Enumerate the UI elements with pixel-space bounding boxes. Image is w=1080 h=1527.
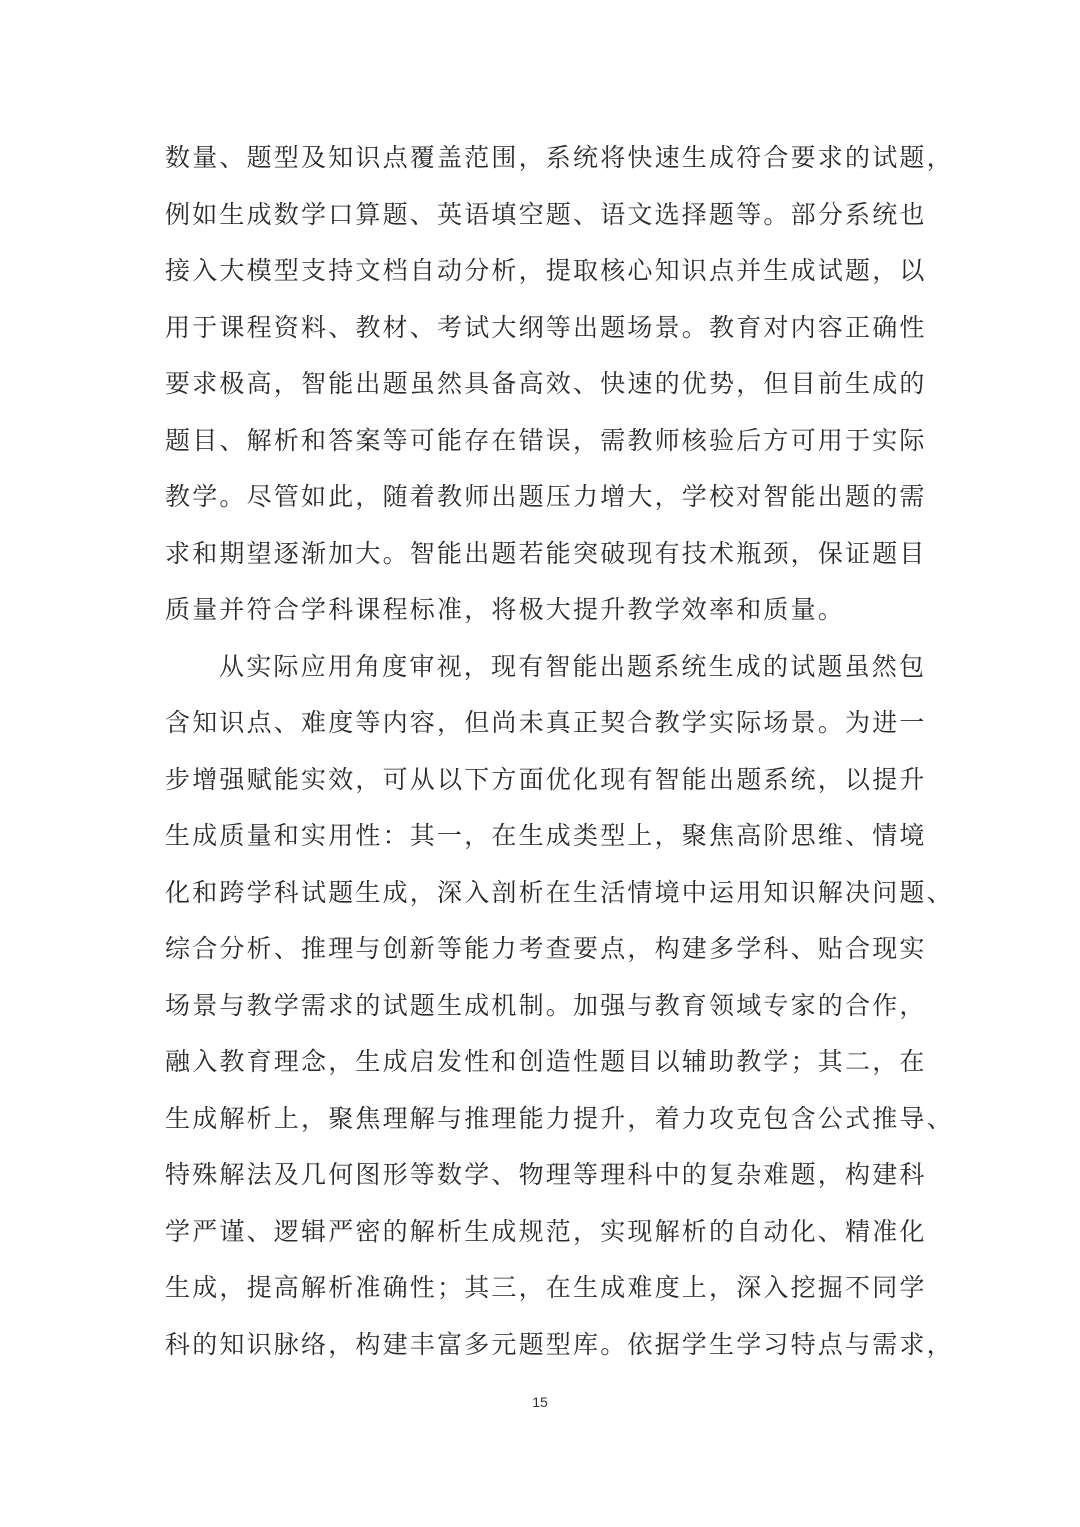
text-line: 场景与教学需求的试题生成机制。加强与教育领域专家的合作， xyxy=(165,990,927,1020)
text-line: 求和期望逐渐加大。智能出题若能突破现有技术瓶颈，保证题目 xyxy=(165,538,927,568)
text-line: 题目、解析和答案等可能存在错误，需教师核验后方可用于实际 xyxy=(165,425,927,455)
text-line: 数量、题型及知识点覆盖范围，系统将快速生成符合要求的试题， xyxy=(165,143,954,172)
text-line: 用于课程资料、教材、考试大纲等出题场景。教育对内容正确性 xyxy=(165,312,927,342)
text-line: 融入教育理念，生成启发性和创造性题目以辅助教学；其二，在 xyxy=(165,1047,927,1076)
page-number: 15 xyxy=(532,1394,548,1410)
paragraph-1 xyxy=(165,130,954,639)
text-line: 要求极高，智能出题虽然具备高效、快速的优势，但目前生成的 xyxy=(165,369,927,398)
text-line: 科的知识脉络，构建丰富多元题型库。依据学生学习特点与需求， xyxy=(165,1329,954,1359)
text-line: 步增强赋能实效，可从以下方面优化现有智能出题系统，以提升 xyxy=(165,764,927,794)
text-line: 生成解析上，聚焦理解与推理能力提升，着力攻克包含公式推导、 xyxy=(165,1103,954,1133)
text-line: 接入大模型支持文档自动分析，提取核心知识点并生成试题，以 xyxy=(165,256,927,285)
text-line: 化和跨学科试题生成，深入剖析在生活情境中运用知识解决问题、 xyxy=(165,877,954,907)
text-line: 生成质量和实用性：其一，在生成类型上，聚焦高阶思维、情境 xyxy=(165,821,927,850)
text-line: 特殊解法及几何图形等数学、物理等理科中的复杂难题，构建科 xyxy=(165,1160,927,1189)
text-line: 从实际应用角度审视，现有智能出题系统生成的试题虽然包 xyxy=(219,651,927,681)
text-line: 综合分析、推理与创新等能力考查要点，构建多学科、贴合现实 xyxy=(165,934,927,963)
body-text xyxy=(165,130,954,1373)
text-line: 质量并符合学科课程标准，将极大提升教学效率和质量。 xyxy=(165,595,846,624)
text-line: 含知识点、难度等内容，但尚未真正契合教学实际场景。为进一 xyxy=(165,708,927,737)
text-line: 教学。尽管如此，随着教师出题压力增大，学校对智能出题的需 xyxy=(165,482,927,511)
text-line: 例如生成数学口算题、英语填空题、语文选择题等。部分系统也 xyxy=(165,199,927,229)
text-line: 生成，提高解析准确性；其三，在生成难度上，深入挖掘不同学 xyxy=(165,1273,927,1302)
paragraph-2 xyxy=(165,639,954,1374)
text-line: 学严谨、逻辑严密的解析生成规范，实现解析的自动化、精准化 xyxy=(165,1216,927,1246)
